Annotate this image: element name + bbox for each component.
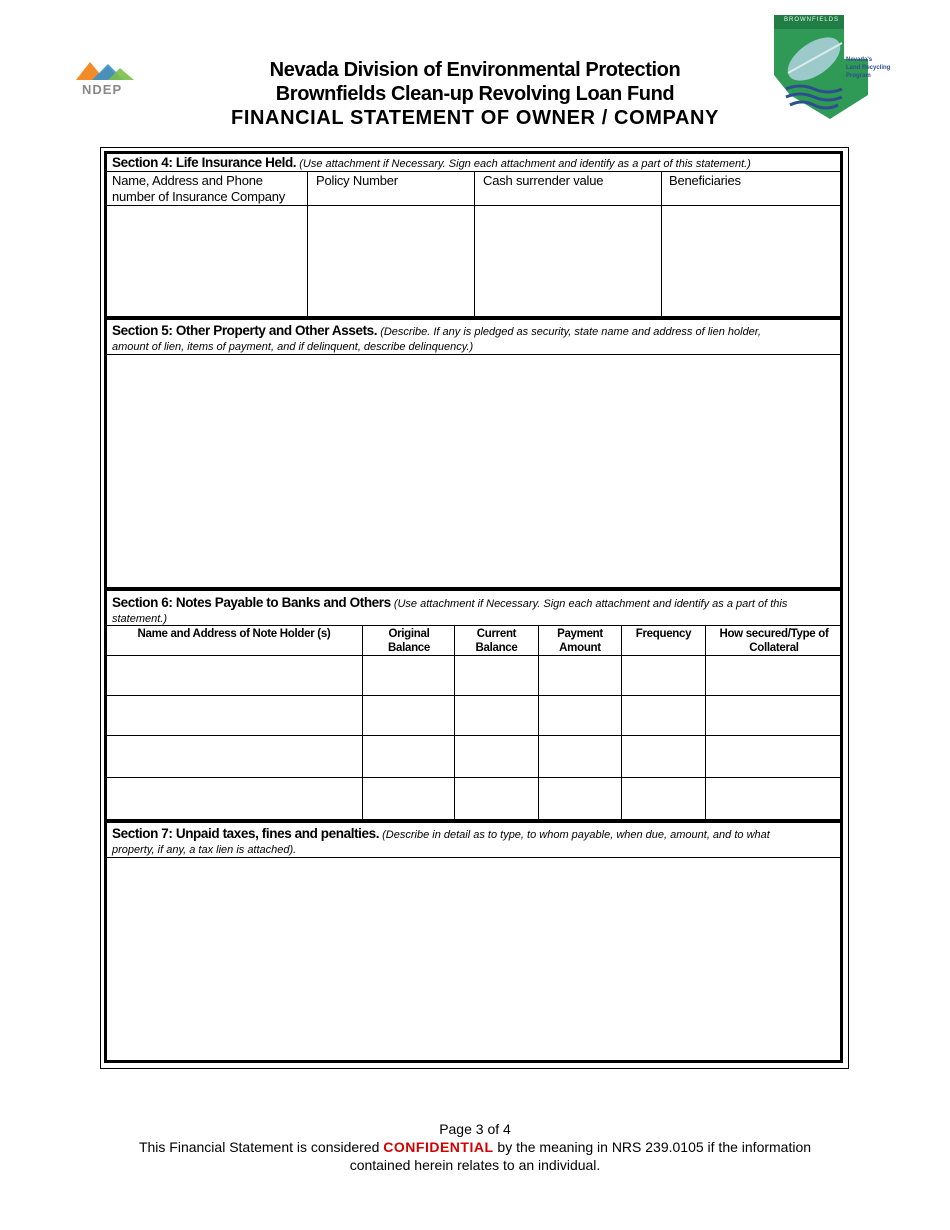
section4-col-policy-number: Policy Number	[316, 173, 398, 188]
header-form-title: FINANCIAL STATEMENT OF OWNER / COMPANY	[231, 107, 719, 129]
section6-note-line1: (Use attachment if Necessary. Sign each attachment and identify as a part of this	[393, 598, 788, 610]
section7-header-rule	[106, 857, 843, 858]
section4-title: Section 4: Life Insurance Held.	[112, 155, 297, 170]
confidential-label: CONFIDENTIAL	[383, 1139, 494, 1155]
confidentiality-notice-pre: This Financial Statement is considered	[138, 1139, 380, 1155]
header-agency: Nevada Division of Environmental Protection	[269, 59, 681, 81]
confidentiality-notice-post: by the meaning in NRS 239.0105 if the information	[497, 1139, 812, 1155]
section7-note-line2: property, if any, a tax lien is attached).	[112, 844, 297, 856]
section5-note-line2: amount of lien, items of payment, and if delinquent, describe delinquency.)	[112, 341, 474, 353]
section4-col-insurer-line1: Name, Address and Phone	[112, 173, 263, 188]
section5-header-rule	[106, 354, 843, 355]
section6-note-line2: statement.)	[112, 613, 168, 625]
header-program: Brownfields Clean-up Revolving Loan Fund	[275, 83, 675, 105]
section5-field-description[interactable]	[107, 356, 840, 586]
confidentiality-notice	[100, 1138, 850, 1156]
section6-title: Section 6: Notes Payable to Banks and Others	[112, 595, 391, 610]
section4-col-insurer-line2: number of Insurance Company	[112, 189, 286, 204]
section7-title: Section 7: Unpaid taxes, fines and penalties.	[112, 826, 380, 841]
section4-field-cash-surrender[interactable]	[475, 206, 660, 316]
section6-col-secured-line2: Collateral	[749, 642, 799, 654]
section6-col-current	[455, 627, 538, 655]
section6-col-holder: Name and Address of Note Holder (s)	[137, 628, 331, 640]
section-divider-6-7	[104, 819, 843, 823]
section5-note-line1: (Describe. If any is pledged as security, state name and address of lien holder,	[380, 326, 761, 338]
section4-field-beneficiaries[interactable]	[662, 206, 840, 316]
section5-header	[112, 323, 832, 355]
section6-table-row[interactable]	[107, 656, 840, 695]
ndep-logo	[72, 58, 138, 100]
section6-col-current-line2: Balance	[475, 642, 518, 654]
section6-col-payment	[539, 627, 621, 655]
section6-col-current-line1: Current	[476, 628, 517, 640]
section6-col-secured-line1: How secured/Type of	[719, 628, 829, 640]
page-number: Page 3 of 4	[439, 1121, 511, 1137]
section4-col-cash-surrender: Cash surrender value	[483, 173, 604, 188]
section7-field-description[interactable]	[107, 859, 840, 1059]
section6-col-original	[364, 627, 454, 655]
brownfields-logo-side-1: Nevada's	[846, 57, 873, 63]
brownfields-logo-side-2: Land Recycling	[846, 65, 891, 71]
section6-col-original-line2: Balance	[387, 642, 430, 654]
section4-field-policy-number[interactable]	[308, 206, 473, 316]
section4-field-insurer[interactable]	[107, 206, 306, 316]
brownfields-logo-side-3: Program	[846, 73, 871, 79]
section6-col-payment-line1: Payment	[557, 628, 603, 640]
section6-col-payment-line2: Amount	[559, 642, 601, 654]
section6-col-frequency: Frequency	[635, 628, 692, 640]
section5-title: Section 5: Other Property and Other Assets.	[112, 323, 378, 338]
section7-header	[112, 826, 832, 858]
section6-header-rule	[106, 625, 843, 626]
document-header	[150, 58, 800, 130]
section6-header	[112, 595, 832, 627]
section6-col-secured	[706, 627, 842, 655]
section6-col-original-line1: Original	[388, 628, 430, 640]
section4-note: (Use attachment if Necessary. Sign each attachment and identify as a part of this statement.)	[299, 158, 751, 170]
section7-note-line1: (Describe in detail as to type, to whom payable, when due, amount, and to what	[382, 829, 770, 841]
brownfields-logo-title: BROWNFIELDS	[784, 17, 840, 23]
ndep-logo-text: NDEP	[82, 82, 123, 97]
section6-table-row[interactable]	[107, 696, 840, 735]
section-divider-5-6	[104, 587, 843, 591]
section6-table-row[interactable]	[107, 778, 840, 819]
confidentiality-notice-line2: contained herein relates to an individual.	[349, 1157, 601, 1173]
section4-header	[112, 155, 832, 172]
section4-col-beneficiaries: Beneficiaries	[669, 173, 741, 188]
section-divider-4-5	[104, 316, 843, 320]
section6-table-row[interactable]	[107, 736, 840, 777]
